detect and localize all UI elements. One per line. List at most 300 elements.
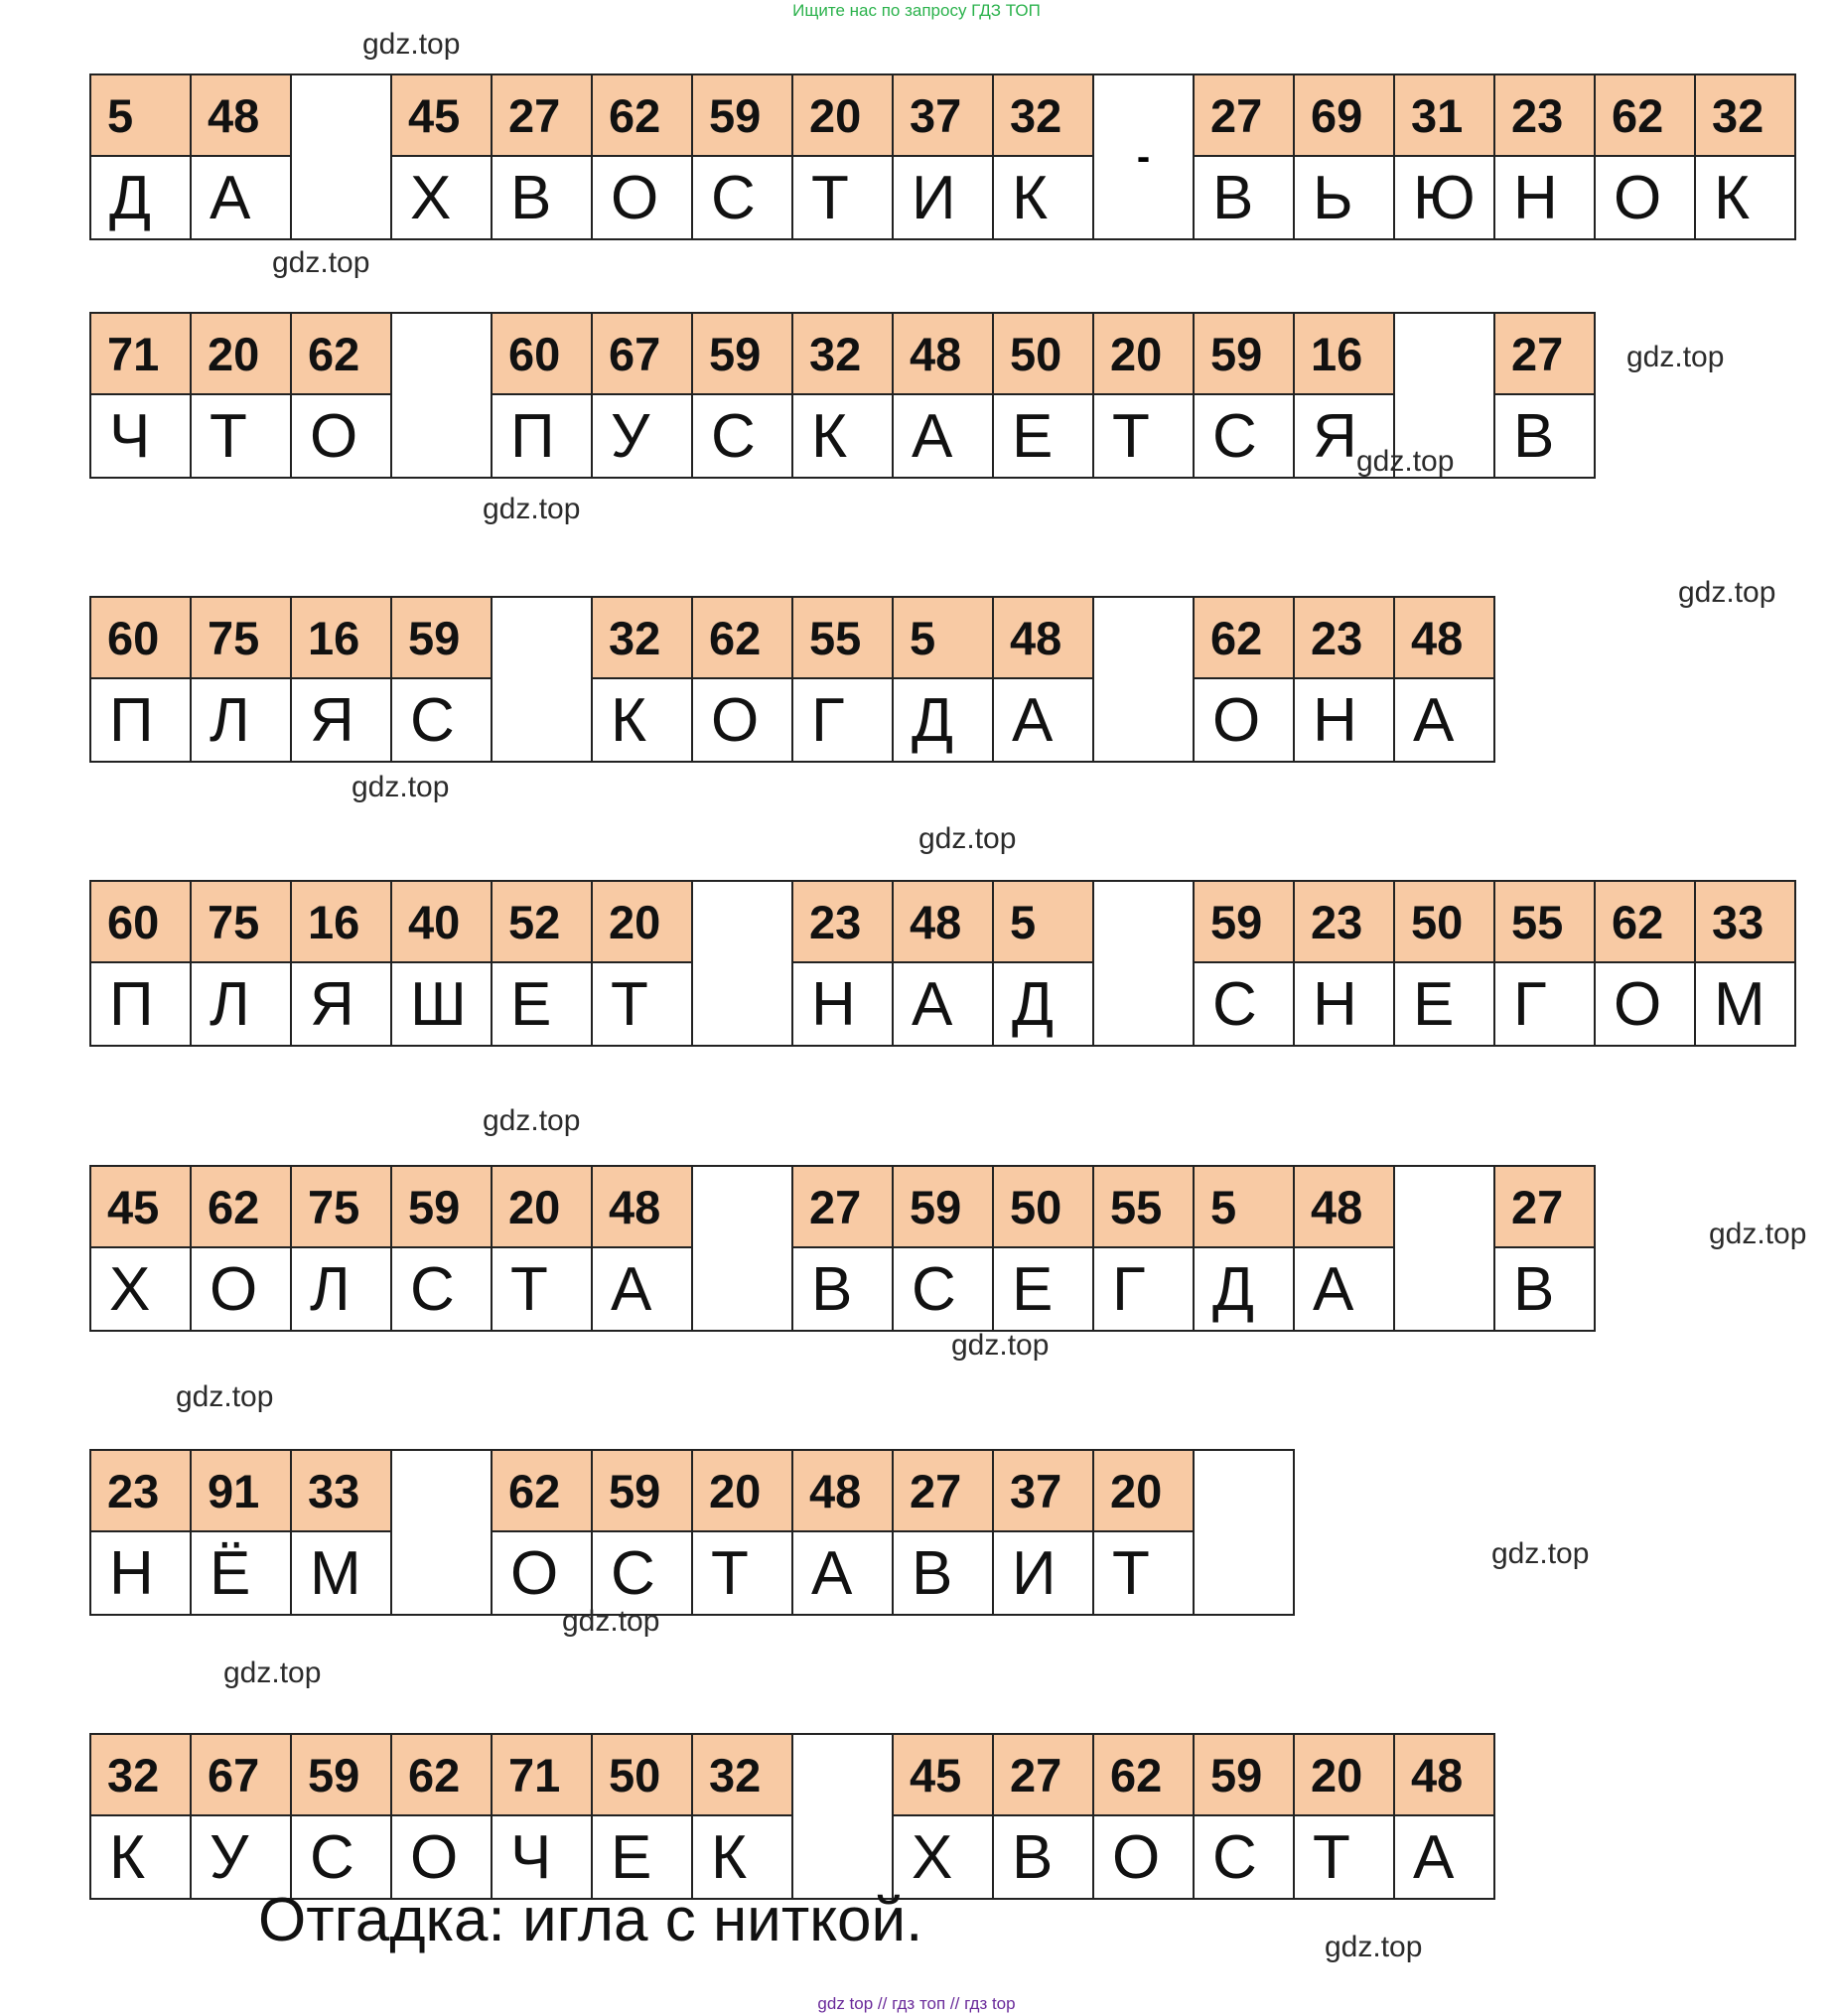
footer-watermark: gdz top // гдз топ // гдз top [817, 1994, 1016, 2013]
cipher-number: 62 [292, 314, 390, 395]
cipher-cell [392, 598, 493, 761]
decoded-letter: С [410, 685, 455, 755]
cipher-cell [1395, 598, 1493, 761]
decoded-letter: Е [1413, 969, 1455, 1039]
decoded-letter: Т [711, 1538, 749, 1608]
decoded-letter: К [109, 1822, 146, 1892]
cipher-cell [894, 598, 994, 761]
cipher-cell [493, 1735, 593, 1898]
decoded-letter: А [1413, 1822, 1455, 1892]
cipher-cell [1495, 1167, 1594, 1330]
hyphen-cell: - [1094, 75, 1195, 238]
cipher-number: 48 [1295, 1167, 1393, 1248]
cipher-cell [1295, 75, 1395, 238]
cipher-cell [1195, 882, 1295, 1045]
decoded-letter: О [410, 1822, 459, 1892]
cipher-number: 75 [192, 598, 290, 679]
decoded-letter: Г [1513, 969, 1547, 1039]
cipher-cell [292, 1451, 392, 1614]
watermark: gdz.top [483, 493, 581, 525]
cipher-cell [192, 882, 292, 1045]
space-cell [292, 75, 392, 238]
decoded-letter: О [611, 163, 659, 232]
cipher-cell [1295, 1735, 1395, 1898]
cipher-number: 50 [1395, 882, 1493, 963]
cipher-cell [1395, 75, 1495, 238]
decoded-letter: Т [510, 1254, 548, 1324]
decoded-letter: А [611, 1254, 652, 1324]
cipher-number: 55 [1495, 882, 1594, 963]
cipher-cell [1696, 75, 1794, 238]
cipher-cell [693, 1735, 793, 1898]
cipher-number: 62 [593, 75, 691, 157]
cipher-number: 32 [1696, 75, 1794, 157]
cipher-row-6 [89, 1449, 1295, 1616]
decoded-letter: А [1313, 1254, 1354, 1324]
cipher-number: 20 [192, 314, 290, 395]
cipher-number: 60 [493, 314, 591, 395]
cipher-number: 50 [994, 314, 1092, 395]
decoded-letter: М [310, 1538, 361, 1608]
cipher-cell [1395, 1735, 1493, 1898]
cipher-cell [593, 1167, 693, 1330]
decoded-letter: С [1212, 401, 1257, 471]
cipher-number: 45 [392, 75, 491, 157]
decoded-letter: А [912, 969, 953, 1039]
decoded-letter: Х [912, 1822, 953, 1892]
decoded-letter: О [210, 1254, 258, 1324]
cipher-number: 59 [894, 1167, 992, 1248]
cipher-number: 59 [292, 1735, 390, 1816]
space-cell [1094, 598, 1195, 761]
decoded-letter: А [210, 163, 251, 232]
cipher-number: 27 [994, 1735, 1092, 1816]
decoded-letter: В [912, 1538, 953, 1608]
cipher-number: 5 [894, 598, 992, 679]
decoded-letter: Ь [1313, 163, 1353, 232]
cipher-row-4 [89, 880, 1796, 1047]
cipher-number: 32 [994, 75, 1092, 157]
cipher-number: 48 [593, 1167, 691, 1248]
cipher-number: 23 [1495, 75, 1594, 157]
decoded-letter: У [210, 1822, 249, 1892]
cipher-cell [793, 598, 894, 761]
cipher-cell [793, 314, 894, 477]
cipher-cell [793, 1167, 894, 1330]
cipher-cell [994, 882, 1094, 1045]
cipher-cell [493, 75, 593, 238]
space-cell [493, 598, 593, 761]
decoded-letter: Н [1513, 163, 1558, 232]
cipher-number: 48 [1395, 1735, 1493, 1816]
cipher-number: 20 [693, 1451, 791, 1532]
cipher-number: 62 [392, 1735, 491, 1816]
space-cell [693, 1167, 793, 1330]
cipher-row-1 [89, 73, 1796, 240]
cipher-number: 32 [793, 314, 892, 395]
cipher-number: 20 [1094, 314, 1193, 395]
cipher-cell [1195, 314, 1295, 477]
cipher-cell [894, 1735, 994, 1898]
decoded-letter: С [1212, 1822, 1257, 1892]
cipher-number: 60 [91, 882, 190, 963]
cipher-number: 59 [392, 1167, 491, 1248]
watermark: gdz.top [1356, 445, 1455, 478]
cipher-number: 55 [1094, 1167, 1193, 1248]
cipher-cell [292, 882, 392, 1045]
cipher-cell [91, 1451, 192, 1614]
cipher-number: 27 [1495, 1167, 1594, 1248]
decoded-letter: С [611, 1538, 655, 1608]
cipher-number: 27 [793, 1167, 892, 1248]
cipher-number: 23 [1295, 882, 1393, 963]
cipher-cell [91, 1735, 192, 1898]
decoded-letter: С [410, 1254, 455, 1324]
cipher-number: 32 [593, 598, 691, 679]
watermark: gdz.top [1491, 1537, 1590, 1570]
space-cell [1195, 1451, 1293, 1614]
cipher-number: 27 [1495, 314, 1594, 395]
watermark: gdz.top [1325, 1931, 1423, 1963]
decoded-letter: С [711, 163, 756, 232]
cipher-cell [192, 75, 292, 238]
cipher-cell [994, 314, 1094, 477]
decoded-letter: А [811, 1538, 853, 1608]
cipher-cell [392, 1167, 493, 1330]
decoded-letter: В [811, 1254, 853, 1324]
decoded-letter: В [1513, 401, 1555, 471]
decoded-letter: В [510, 163, 552, 232]
decoded-letter: Т [811, 163, 849, 232]
cipher-cell [392, 75, 493, 238]
cipher-number: 37 [994, 1451, 1092, 1532]
cipher-number: 60 [91, 598, 190, 679]
cipher-cell [392, 882, 493, 1045]
cipher-number: 48 [894, 882, 992, 963]
cipher-cell [91, 75, 192, 238]
decoded-letter: Л [310, 1254, 351, 1324]
cipher-cell [91, 1167, 192, 1330]
cipher-cell [1295, 1167, 1395, 1330]
cipher-number: 23 [1295, 598, 1393, 679]
cipher-number: 71 [91, 314, 190, 395]
decoded-letter: О [1614, 969, 1662, 1039]
decoded-letter: С [912, 1254, 956, 1324]
watermark: gdz.top [176, 1380, 274, 1413]
decoded-letter: К [711, 1822, 748, 1892]
decoded-letter: В [1012, 1822, 1054, 1892]
cipher-cell [1094, 1167, 1195, 1330]
decoded-letter: Е [510, 969, 552, 1039]
cipher-cell [894, 882, 994, 1045]
cipher-number: 59 [1195, 882, 1293, 963]
cipher-number: 45 [91, 1167, 190, 1248]
cipher-number: 55 [793, 598, 892, 679]
cipher-cell [693, 314, 793, 477]
decoded-letter: О [711, 685, 760, 755]
cipher-number: 48 [192, 75, 290, 157]
decoded-letter: Ч [109, 401, 151, 471]
cipher-cell [1295, 882, 1395, 1045]
cipher-number: 59 [593, 1451, 691, 1532]
decoded-letter: Е [1012, 401, 1054, 471]
cipher-number: 48 [1395, 598, 1493, 679]
cipher-cell [91, 598, 192, 761]
cipher-number: 20 [1295, 1735, 1393, 1816]
watermark: gdz.top [951, 1329, 1050, 1362]
space-cell [1094, 882, 1195, 1045]
cipher-number: 5 [994, 882, 1092, 963]
cipher-cell [192, 1451, 292, 1614]
cipher-cell [994, 598, 1094, 761]
decoded-letter: Т [611, 969, 648, 1039]
cipher-number: 33 [292, 1451, 390, 1532]
cipher-cell [693, 75, 793, 238]
decoded-letter: Я [310, 969, 354, 1039]
decoded-letter: И [912, 163, 956, 232]
space-cell [793, 1735, 894, 1898]
space-cell [693, 882, 793, 1045]
cipher-cell [1195, 598, 1295, 761]
cipher-number: 27 [1195, 75, 1293, 157]
cipher-number: 69 [1295, 75, 1393, 157]
cipher-number: 59 [1195, 1735, 1293, 1816]
watermark: gdz.top [918, 822, 1017, 855]
cipher-cell [1495, 882, 1596, 1045]
cipher-number: 62 [1596, 882, 1694, 963]
cipher-cell [1596, 882, 1696, 1045]
space-cell [392, 314, 493, 477]
watermark: gdz.top [352, 771, 450, 803]
cipher-cell [91, 882, 192, 1045]
decoded-letter: Н [1313, 685, 1357, 755]
cipher-number: 67 [593, 314, 691, 395]
watermark: gdz.top [223, 1656, 322, 1689]
cipher-number: 62 [192, 1167, 290, 1248]
cipher-number: 71 [493, 1735, 591, 1816]
cipher-cell [793, 1451, 894, 1614]
cipher-number: 5 [91, 75, 190, 157]
decoded-letter: Т [1112, 401, 1150, 471]
decoded-letter: А [912, 401, 953, 471]
watermark: gdz.top [1678, 576, 1776, 609]
cipher-cell [493, 1451, 593, 1614]
cipher-cell [693, 598, 793, 761]
cipher-cell [91, 314, 192, 477]
cipher-number: 50 [593, 1735, 691, 1816]
cipher-cell [1295, 598, 1395, 761]
decoded-letter: Ч [510, 1822, 552, 1892]
cipher-cell [894, 75, 994, 238]
decoded-letter: К [1714, 163, 1751, 232]
cipher-cell [493, 1167, 593, 1330]
cipher-number: 75 [292, 1167, 390, 1248]
decoded-letter: О [310, 401, 358, 471]
decoded-letter: С [310, 1822, 354, 1892]
cipher-cell [593, 75, 693, 238]
watermark: gdz.top [1709, 1218, 1807, 1250]
cipher-number: 62 [1094, 1735, 1193, 1816]
cipher-cell [1195, 1735, 1295, 1898]
decoded-letter: О [1614, 163, 1662, 232]
decoded-letter: Н [109, 1538, 154, 1608]
cipher-cell [593, 314, 693, 477]
decoded-letter: Л [210, 969, 250, 1039]
decoded-letter: Ю [1413, 163, 1476, 232]
cipher-cell [192, 1167, 292, 1330]
cipher-number: 62 [493, 1451, 591, 1532]
decoded-letter: С [1212, 969, 1257, 1039]
decoded-letter: У [611, 401, 650, 471]
cipher-number: 16 [292, 882, 390, 963]
space-cell [1395, 1167, 1495, 1330]
decoded-letter: М [1714, 969, 1765, 1039]
cipher-cell [192, 598, 292, 761]
decoded-letter: Н [1313, 969, 1357, 1039]
cipher-number: 5 [1195, 1167, 1293, 1248]
cipher-cell [994, 1167, 1094, 1330]
cipher-cell [894, 314, 994, 477]
decoded-letter: Г [1112, 1254, 1146, 1324]
cipher-cell [1495, 75, 1596, 238]
cipher-cell [292, 1167, 392, 1330]
cipher-number: 59 [693, 314, 791, 395]
cipher-number: 33 [1696, 882, 1794, 963]
decoded-letter: Я [1313, 401, 1357, 471]
decoded-letter: Ё [210, 1538, 251, 1608]
cipher-number: 20 [793, 75, 892, 157]
watermark: gdz.top [483, 1104, 581, 1137]
decoded-letter: О [1112, 1822, 1161, 1892]
cipher-number: 31 [1395, 75, 1493, 157]
cipher-number: 48 [894, 314, 992, 395]
cipher-row-5 [89, 1165, 1596, 1332]
decoded-letter: П [109, 685, 154, 755]
cipher-number: 27 [894, 1451, 992, 1532]
cipher-cell [894, 1167, 994, 1330]
cipher-number: 52 [493, 882, 591, 963]
decoded-letter: К [811, 401, 848, 471]
cipher-cell [1495, 314, 1594, 477]
decoded-letter: Я [310, 685, 354, 755]
cipher-cell [593, 1451, 693, 1614]
cipher-cell [994, 1451, 1094, 1614]
cipher-number: 59 [1195, 314, 1293, 395]
cipher-number: 20 [593, 882, 691, 963]
decoded-letter: Е [1012, 1254, 1054, 1324]
cipher-number: 59 [392, 598, 491, 679]
decoded-letter: В [1513, 1254, 1555, 1324]
decoded-letter: А [1413, 685, 1455, 755]
cipher-cell [1195, 1167, 1295, 1330]
decoded-letter: К [1012, 163, 1049, 232]
decoded-letter: В [1212, 163, 1254, 232]
watermark: gdz.top [272, 246, 370, 279]
cipher-number: 40 [392, 882, 491, 963]
cipher-cell [793, 882, 894, 1045]
decoded-letter: К [611, 685, 647, 755]
decoded-letter: Л [210, 685, 250, 755]
decoded-letter: Т [1313, 1822, 1350, 1892]
decoded-letter: О [1212, 685, 1261, 755]
cipher-number: 75 [192, 882, 290, 963]
decoded-letter: Х [410, 163, 452, 232]
cipher-number: 32 [91, 1735, 190, 1816]
cipher-number: 20 [493, 1167, 591, 1248]
cipher-cell [1395, 882, 1495, 1045]
cipher-number: 23 [793, 882, 892, 963]
decoded-letter: Ш [410, 969, 467, 1039]
cipher-cell [1195, 75, 1295, 238]
cipher-cell [593, 1735, 693, 1898]
cipher-number: 32 [693, 1735, 791, 1816]
cipher-number: 48 [994, 598, 1092, 679]
cipher-cell [493, 314, 593, 477]
cipher-number: 23 [91, 1451, 190, 1532]
cipher-cell [1596, 75, 1696, 238]
watermark: gdz.top [362, 28, 461, 61]
decoded-letter: И [1012, 1538, 1057, 1608]
watermark: gdz.top [562, 1605, 660, 1638]
answer-text: Отгадка: игла с ниткой. [258, 1886, 923, 1954]
cipher-number: 20 [1094, 1451, 1193, 1532]
cipher-number: 62 [693, 598, 791, 679]
decoded-letter: Д [1212, 1254, 1254, 1324]
cipher-number: 91 [192, 1451, 290, 1532]
cipher-cell [1094, 1735, 1195, 1898]
decoded-letter: Т [210, 401, 247, 471]
cipher-cell [392, 1735, 493, 1898]
cipher-cell [1094, 1451, 1195, 1614]
cipher-cell [894, 1451, 994, 1614]
cipher-cell [292, 1735, 392, 1898]
decoded-letter: Х [109, 1254, 151, 1324]
space-cell [392, 1451, 493, 1614]
decoded-letter: Г [811, 685, 845, 755]
decoded-letter: Н [811, 969, 856, 1039]
decoded-letter: П [109, 969, 154, 1039]
decoded-letter: Е [611, 1822, 652, 1892]
cipher-cell [292, 598, 392, 761]
search-hint: Ищите нас по запросу ГДЗ ТОП [792, 1, 1041, 20]
cipher-cell [192, 314, 292, 477]
cipher-cell [292, 314, 392, 477]
cipher-number: 45 [894, 1735, 992, 1816]
decoded-letter: О [510, 1538, 559, 1608]
decoded-letter: С [711, 401, 756, 471]
cipher-cell [1094, 314, 1195, 477]
decoded-letter: Д [109, 163, 151, 232]
decoded-letter: А [1012, 685, 1054, 755]
cipher-cell [793, 75, 894, 238]
cipher-cell [693, 1451, 793, 1614]
decoded-letter: Д [912, 685, 953, 755]
cipher-number: 59 [693, 75, 791, 157]
cipher-cell [1696, 882, 1794, 1045]
cipher-cell [593, 598, 693, 761]
cipher-number: 67 [192, 1735, 290, 1816]
cipher-number: 62 [1195, 598, 1293, 679]
cipher-number: 27 [493, 75, 591, 157]
cipher-number: 16 [292, 598, 390, 679]
cipher-row-7 [89, 1733, 1495, 1900]
cipher-cell [994, 75, 1094, 238]
cipher-cell [593, 882, 693, 1045]
cipher-number: 62 [1596, 75, 1694, 157]
cipher-cell [192, 1735, 292, 1898]
cipher-number: 48 [793, 1451, 892, 1532]
cipher-row-3 [89, 596, 1495, 763]
